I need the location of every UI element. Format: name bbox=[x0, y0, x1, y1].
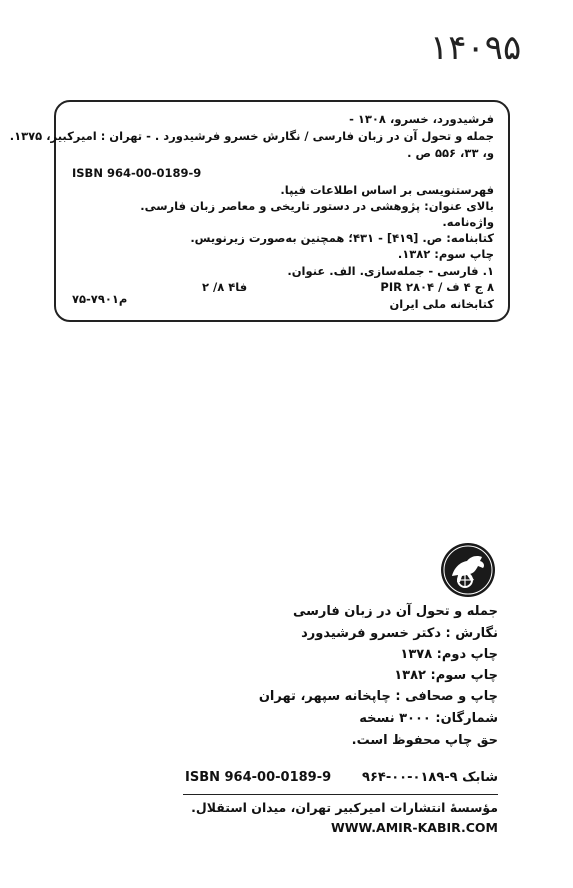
publisher-logo bbox=[440, 542, 496, 598]
cip-library-number: ۷۵-۷۹۰۱م bbox=[72, 292, 128, 306]
cip-note-bibliography: کتابنامه: ص. [۴۱۹] - ۴۳۱؛ همچنین به‌صورت زیرنویس. bbox=[190, 231, 494, 245]
circulation: شمارگان: ۳۰۰۰ نسخه bbox=[359, 711, 498, 726]
cip-title: جمله و تحول آن در زبان فارسی / نگارش خسرو فرشیدورد . - تهران : امیرکبیر، ۱۳۷۵. bbox=[9, 129, 494, 143]
cip-class-number: ۸ ج ۴ ف / PIR ۲۸۰۴ bbox=[380, 280, 494, 294]
second-printing: چاپ دوم: ۱۳۷۸ bbox=[400, 647, 498, 662]
third-printing: چاپ سوم: ۱۳۸۲ bbox=[394, 668, 498, 683]
cip-isbn: ISBN 964-00-0189-9 bbox=[72, 166, 202, 180]
cip-library: کتابخانه ملی ایران bbox=[389, 297, 494, 311]
cip-note-edition: چاپ سوم: ۱۳۸۲. bbox=[397, 247, 494, 261]
copyright-notice: حق چاپ محفوظ است. bbox=[351, 733, 498, 748]
publisher-website[interactable]: WWW.AMIR-KABIR.COM bbox=[330, 820, 498, 835]
cip-class-suffix: ۲ /۸ فا۴ bbox=[202, 280, 248, 294]
handwritten-number: ۱۴۰۹۵ bbox=[430, 28, 522, 68]
cip-author: فرشیدورد، خسرو، ۱۳۰۸ - bbox=[349, 112, 494, 126]
book-title: جمله و تحول آن در زبان فارسی bbox=[292, 604, 498, 619]
cip-note-fipa: فهرستنویسی بر اساس اطلاعات فیپا. bbox=[280, 183, 494, 197]
cip-note-above-title: بالای عنوان: پژوهشی در دستور تاریخی و معاصر زبان فارسی. bbox=[140, 199, 494, 213]
book-author: نگارش : دکتر خسرو فرشیدورد bbox=[301, 626, 498, 641]
cip-note-glossary: واژه‌نامه. bbox=[442, 215, 494, 229]
footer-divider bbox=[183, 794, 498, 795]
cip-subject: ۱. فارسی - جمله‌سازی. الف. عنوان. bbox=[287, 264, 494, 278]
isbn-footer bbox=[183, 770, 498, 792]
isbn-latin: ISBN 964-00-0189-9 bbox=[185, 770, 332, 785]
cip-pages: و، ۳۳، ۵۵۶ ص . bbox=[407, 146, 494, 160]
publisher-address: مؤسسهٔ انتشارات امیرکبیر تهران، میدان استقلال. bbox=[191, 800, 498, 815]
printing-house: چاپ و صحافی : چاپخانه سپهر، تهران bbox=[258, 689, 498, 704]
isbn-persian: شابک ۹-۰۱۸۹-۰۰-۹۶۴ bbox=[362, 770, 498, 785]
cip-box bbox=[9, 100, 510, 322]
